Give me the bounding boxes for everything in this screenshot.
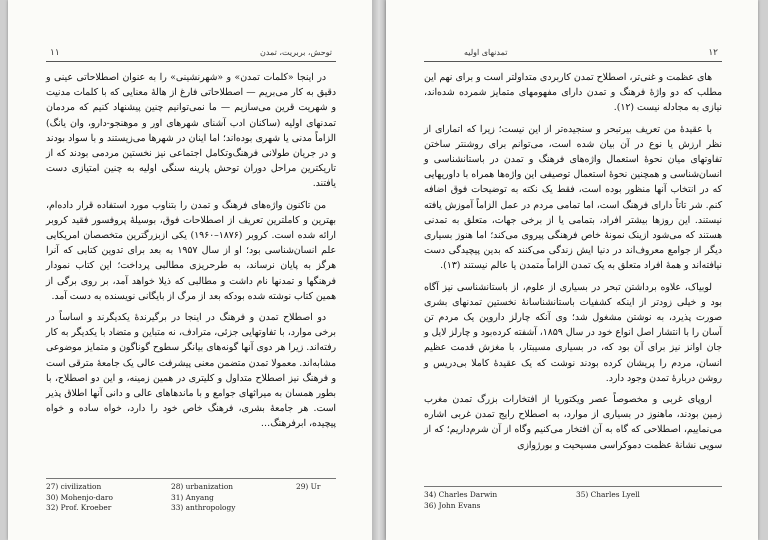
paragraph: من تاکنون واژه‌های فرهنگ و تمدن را بتناوب مورد استفاده قرار داده‌ام، بهترین و کاملترین تعریف از اصطلاحات فوق، بوسیلهٔ پروفسور فقید کروبر ارائه شده است. کروبر (۱۸۷۶–۱۹۶۰) یکی ازبزرگترین متخصصان امریکایی علم انسان‌شناسی بود؛ او از سال ۱۹۵۷ به بعد برای تدوین کتابی که آنرا هرگز به پایان نرساند، به طرحریزی مطالبی پرداخت؛ این کتاب نمودار فرهنگها و تمدنها نام داشت و مطالبی که ذیلا خواهد آمد، بر روی برگی از همین کتاب نوشته شده بودکه بعد از مرگ از بایگانی نویسنده به دست آمد. [46, 199, 336, 302]
left-body-text [46, 70, 336, 438]
footnote: 31) Anyang [171, 492, 214, 502]
footnote: 30) Mohenjo-daro [46, 492, 113, 502]
right-page [386, 0, 758, 540]
paragraph: اروپای غربی و مخصوصاً عصر ویکتوریا از افتخارات بزرگ تمدن مغرب زمین بودند، ماهنوز در بسیاری از موارد، به اصطلاح رایج تمدن غربی اشاره می‌نماییم، اصطلاحی که گاه به آن افتخار می‌کنیم وگاه از آن شرم‌داریم؛ که از سویی نشانهٔ عظمت دموکراسی مسیحیت و بورژوازی [424, 394, 722, 451]
left-running-title: توحش، بربریت، تمدن [259, 48, 332, 57]
footnote: 29) Ur [296, 482, 321, 491]
left-footnotes [46, 478, 336, 514]
footnote [576, 501, 722, 512]
footnote [296, 493, 336, 504]
right-footnotes [424, 486, 722, 511]
footnote: 27) civilization [46, 482, 102, 491]
right-running-head [424, 47, 722, 62]
right-page-number: ۱۲ [708, 48, 718, 58]
book-gutter [372, 0, 386, 540]
right-body-text [424, 70, 722, 459]
footnote: 28) urbanization [171, 482, 234, 491]
paragraph: های عظمت و غنی‌تر، اصطلاح تمدن کاربردی متداولتر است و برای نهم این مطلب که دو واژهٔ فرهنگ و تمدن دارای مفهومهای متمایز شمرده شده‌اند، نیازی به مجادله نیست (۱۲). [424, 72, 722, 114]
left-running-head [46, 47, 336, 62]
paragraph: لوبیاک، علاوه برداشتن تبحر در بسیاری از علوم، از باستانشناسی نیز آگاه بود و خیلی زودتر از اینکه کشفیات باستانشناسانهٔ نخستین تمدنهای بشری صورت پذیرد، به نوشتن مشغول شد؛ وی آنکه چارلز داروین یک مردم تن آسان را با انتشار اصل انواع خود در سال ۱۸۵۹، آشفته کرده‌بود و چارلز لایل و جان اوانز نیز برای آن بود که، در بسیاری مسیبتار، با مغزش قدمت عظیم انسان، مردم را پریشان کرده بودند نوشت که یک عقیدهٔ کاملا بی‌دریس و روشن دربارهٔ تمدن وجود دارد. [424, 281, 722, 384]
footnote: 35) Charles Lyell [576, 490, 640, 499]
footnote: 34) Charles Darwin [424, 490, 498, 499]
right-running-title: تمدنهای اولیه [464, 48, 508, 57]
paragraph: با عقیدهٔ من تعریف بیرتبحر و سنجیده‌تر از این نیست؛ زیرا که اتمارای از نظر ارزش یا نوع در آن بیان شده است، می‌توانم برای روشنتر ساختن تفاوتهای میان نحوهٔ استعمال واژه‌های فرهنگ و تمدن در باستانشناسی و انسان‌شناسی و همچنین نحوهٔ استعمال توصیفی این واژه‌ها همراه با داوریهایی که در انتخاب آنها منظور بوده است، فقط یک نکته به توضیحات فوق اضافه کنم. شر تاتاً دارای فرهنگ است، اما تمامی مردم در عمل الزاماً آموزش یافته نیستند. این روزها بیشتر افراد، بتمامی یا از برخی جهات، متعلق به تمدنی هستند که می‌شود ازینک نمونهٔ خاص فرهنگی پیروی می‌کند؛ اما هنوز بسیاری دیگر از جوامع معروف‌اند در دنیا ایش زندگی می‌کنند که بدین پیچیدگی دست نیافته‌اند و همهٔ افراد متعلق به یک تمدن الزاماً متمدن یا عالم نیستند (۱۳). [424, 123, 722, 272]
footnote: 32) Prof. Kroeber [46, 503, 112, 512]
paragraph: در اینجا «کلمات تمدن» و «شهرنشینی» را به عنوان اصطلاحاتی عینی و دقیق به کار می‌بریم — اصطلاحاتی فارغ از هالهٔ معنایی که با کلمات مدنیت و شهریت قرین می‌سازیم — ما نمی‌توانیم چنین پیشنهاد کنیم که مردمان تمدنهای اولیه (ساکنان ادب آشنای شهرهای اور و موهنجو-دارو، وان یانگ) الزاماً مدنی یا شهری بوده‌اند؛ اما اینان در شهرها می‌زیستند و با سواد بودند و در جریان طولانی فرهنگ‌وتکامل اجتماعی نیز نخستین مردمی بودند که از تاریکترین مراحل دوران توحش پارینه سنگی اولیه به چنین امتیازی دست یافتند. [46, 72, 336, 190]
left-page [8, 0, 372, 540]
paragraph: دو اصطلاح تمدن و فرهنگ در اینجا در برگیرندهٔ یکدیگرند و اساساً در برخی موارد، با تفاوتهایی جزئی، مترادف، نه متباین و متضاد با یکدیگر به کار رفته‌اند. زیرا هر دوی‌ آنها گونه‌های بیانگر سطوح گوناگون و متمایز موضوعی مشابه‌اند. معمولا تمدن متضمن معنی پیشرفت عالی یک جامعهٔ مترقی است و فرهنگ نیز اصطلاح متداول و کلیتری در همین زمینه، و این دو اصطلاح، با بطور همسان به میراثهای جوامع و با ماندهاهای عالی و دانی آنها اطلاق پذیر است. هر جامعهٔ بشری، فرهنگ خاص خود را دارد، خواه ساده و خواه پیچیده، ابرفرهنگ… [46, 312, 336, 430]
footnote: 33) anthropology [171, 503, 236, 512]
footnote: 36) John Evans [424, 500, 481, 510]
footnote [296, 503, 336, 514]
left-page-number: ۱۱ [50, 48, 60, 58]
